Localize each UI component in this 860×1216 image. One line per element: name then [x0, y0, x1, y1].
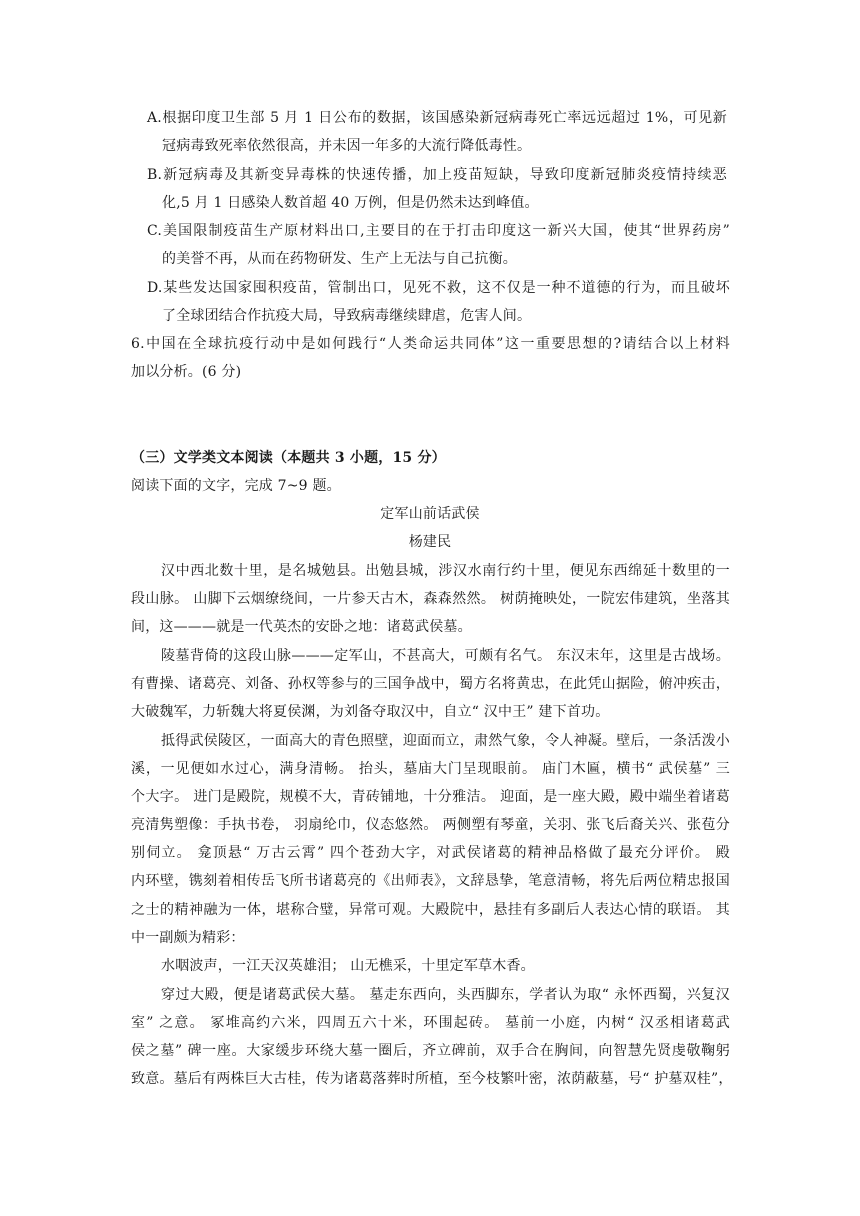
option-c-line-2: 的美誉不再，从而在药物研发、生产上无法与自己抗衡。: [162, 251, 517, 267]
passage-line: 有曹操、诸葛亮、刘备、孙权等参与的三国争战中，蜀方名将黄忠，在此凭山据险，俯冲疾击，: [131, 676, 730, 692]
passage-line: 之士的精神融为一体，堪称合璧，异常可观。大殿院中，悬挂有多副后人表达心情的联语。 其: [131, 902, 730, 918]
passage-line: 间，这———就是一代英杰的安卧之地：诸葛武侯墓。: [131, 619, 472, 635]
passage-line: 穿过大殿，便是诸葛武侯大墓。 墓走东西向，头西脚东，学者认为取“ 永怀西蜀，兴复汉: [161, 987, 730, 1003]
section-heading: （三）文学类文本阅读（本题共 3 小题，15 分）: [131, 450, 446, 466]
passage-line: 段山脉。 山脚下云烟缭绕间，一片参天古木，森森然然。 树荫掩映处，一院宏伟建筑，坐落其: [131, 591, 730, 607]
question-6-line-2: 加以分析。(6 分): [131, 364, 242, 380]
passage-line: 侯之墓” 碑一座。大家缓步环绕大墓一圈后，齐立碑前，双手合在胸间，向智慧先贤虔敬鞠躬: [131, 1043, 730, 1059]
option-c-line-1: C.美国限制疫苗生产原材料出口,主要目的在于打击印度这一新兴大国，使其“世界药房”: [147, 223, 730, 239]
passage-line: 致意。墓后有两株巨大古桂，传为诸葛落葬时所植，至今枝繁叶密，浓荫蔽墓，号“ 护墓双桂”，: [131, 1071, 733, 1087]
question-6-line-1: 6.中国在全球抗疫行动中是如何践行“人类命运共同体”这一重要思想的?请结合以上材料: [131, 336, 730, 352]
passage-title: 定军山前话武侯: [380, 506, 480, 522]
couplet: 水咽波声，一江天汉英雄泪； 山无樵采，十里定军草木香。: [161, 958, 535, 974]
passage-line: 室” 之意。 冢堆高约六米，四周五六十米，环围起砖。 墓前一小庭，内树“ 汉丞相诸葛武: [131, 1015, 730, 1031]
passage-line: 汉中西北数十里，是名城勉县。出勉县城，涉汉水南行约十里，便见东西绵延十数里的一: [161, 563, 730, 579]
passage-line: 个大字。 进门是殿院，规模不大，青砖铺地，十分雅洁。 迎面，是一座大殿，殿中端坐着诸葛: [131, 789, 730, 805]
option-d-line-1: D.某些发达国家囤积疫苗，管制出口，见死不救，这不仅是一种不道德的行为，而且破坏: [147, 280, 730, 296]
passage-line: 陵墓背倚的这段山脉———定军山，不甚高大，可颇有名气。 东汉末年，这里是古战场。: [161, 648, 730, 664]
passage-line: 抵得武侯陵区，一面高大的青色照壁，迎面而立，肃然气象，令人神凝。壁后，一条活泼小: [161, 733, 730, 749]
option-a-line-2: 冠病毒致死率依然很高，并未因一年多的大流行降低毒性。: [162, 138, 532, 154]
passage-line: 大破魏军，力斩魏大将夏侯渊，为刘备夺取汉中，自立“ 汉中王” 建下首功。: [131, 704, 610, 720]
passage-author: 杨建民: [408, 534, 452, 550]
option-a-line-1: A.根据印度卫生部 5 月 1 日公布的数据，该国感染新冠病毒死亡率远远超过 1%，可见新: [147, 110, 727, 126]
passage-line: 中一副颇为精彩：: [131, 930, 245, 946]
option-b-line-2: 化,5 月 1 日感染人数首超 40 万例，但是仍然未达到峰值。: [162, 195, 539, 211]
passage-line: 亮清隽塑像：手执书卷， 羽扇纶巾，仪态悠然。 两侧塑有琴童，关羽、张飞后裔关兴、张苞分: [131, 817, 730, 833]
passage-line: 溪，一见便如水过心，满身清畅。 抬头，墓庙大门呈现眼前。 庙门木匾，横书“ 武侯墓” 三: [131, 761, 730, 777]
option-b-line-1: B.新冠病毒及其新变异毒株的快速传播，加上疫苗短缺，导致印度新冠肺炎疫情持续恶: [147, 167, 727, 183]
passage-line: 内环壁，镌刻着相传岳飞所书诸葛亮的《出师表》，文辞恳挚，笔意清畅，将先后两位精忠报国: [131, 873, 730, 889]
option-d-line-2: 了全球团结合作抗疫大局，导致病毒继续肆虐，危害人间。: [162, 308, 532, 324]
passage-line: 别伺立。 龛顶悬“ 万古云霄” 四个苍劲大字，对武侯诸葛的精神品格做了最充分评价。 殿: [131, 845, 730, 861]
section-instruction: 阅读下面的文字，完成 7~9 题。: [131, 478, 341, 494]
